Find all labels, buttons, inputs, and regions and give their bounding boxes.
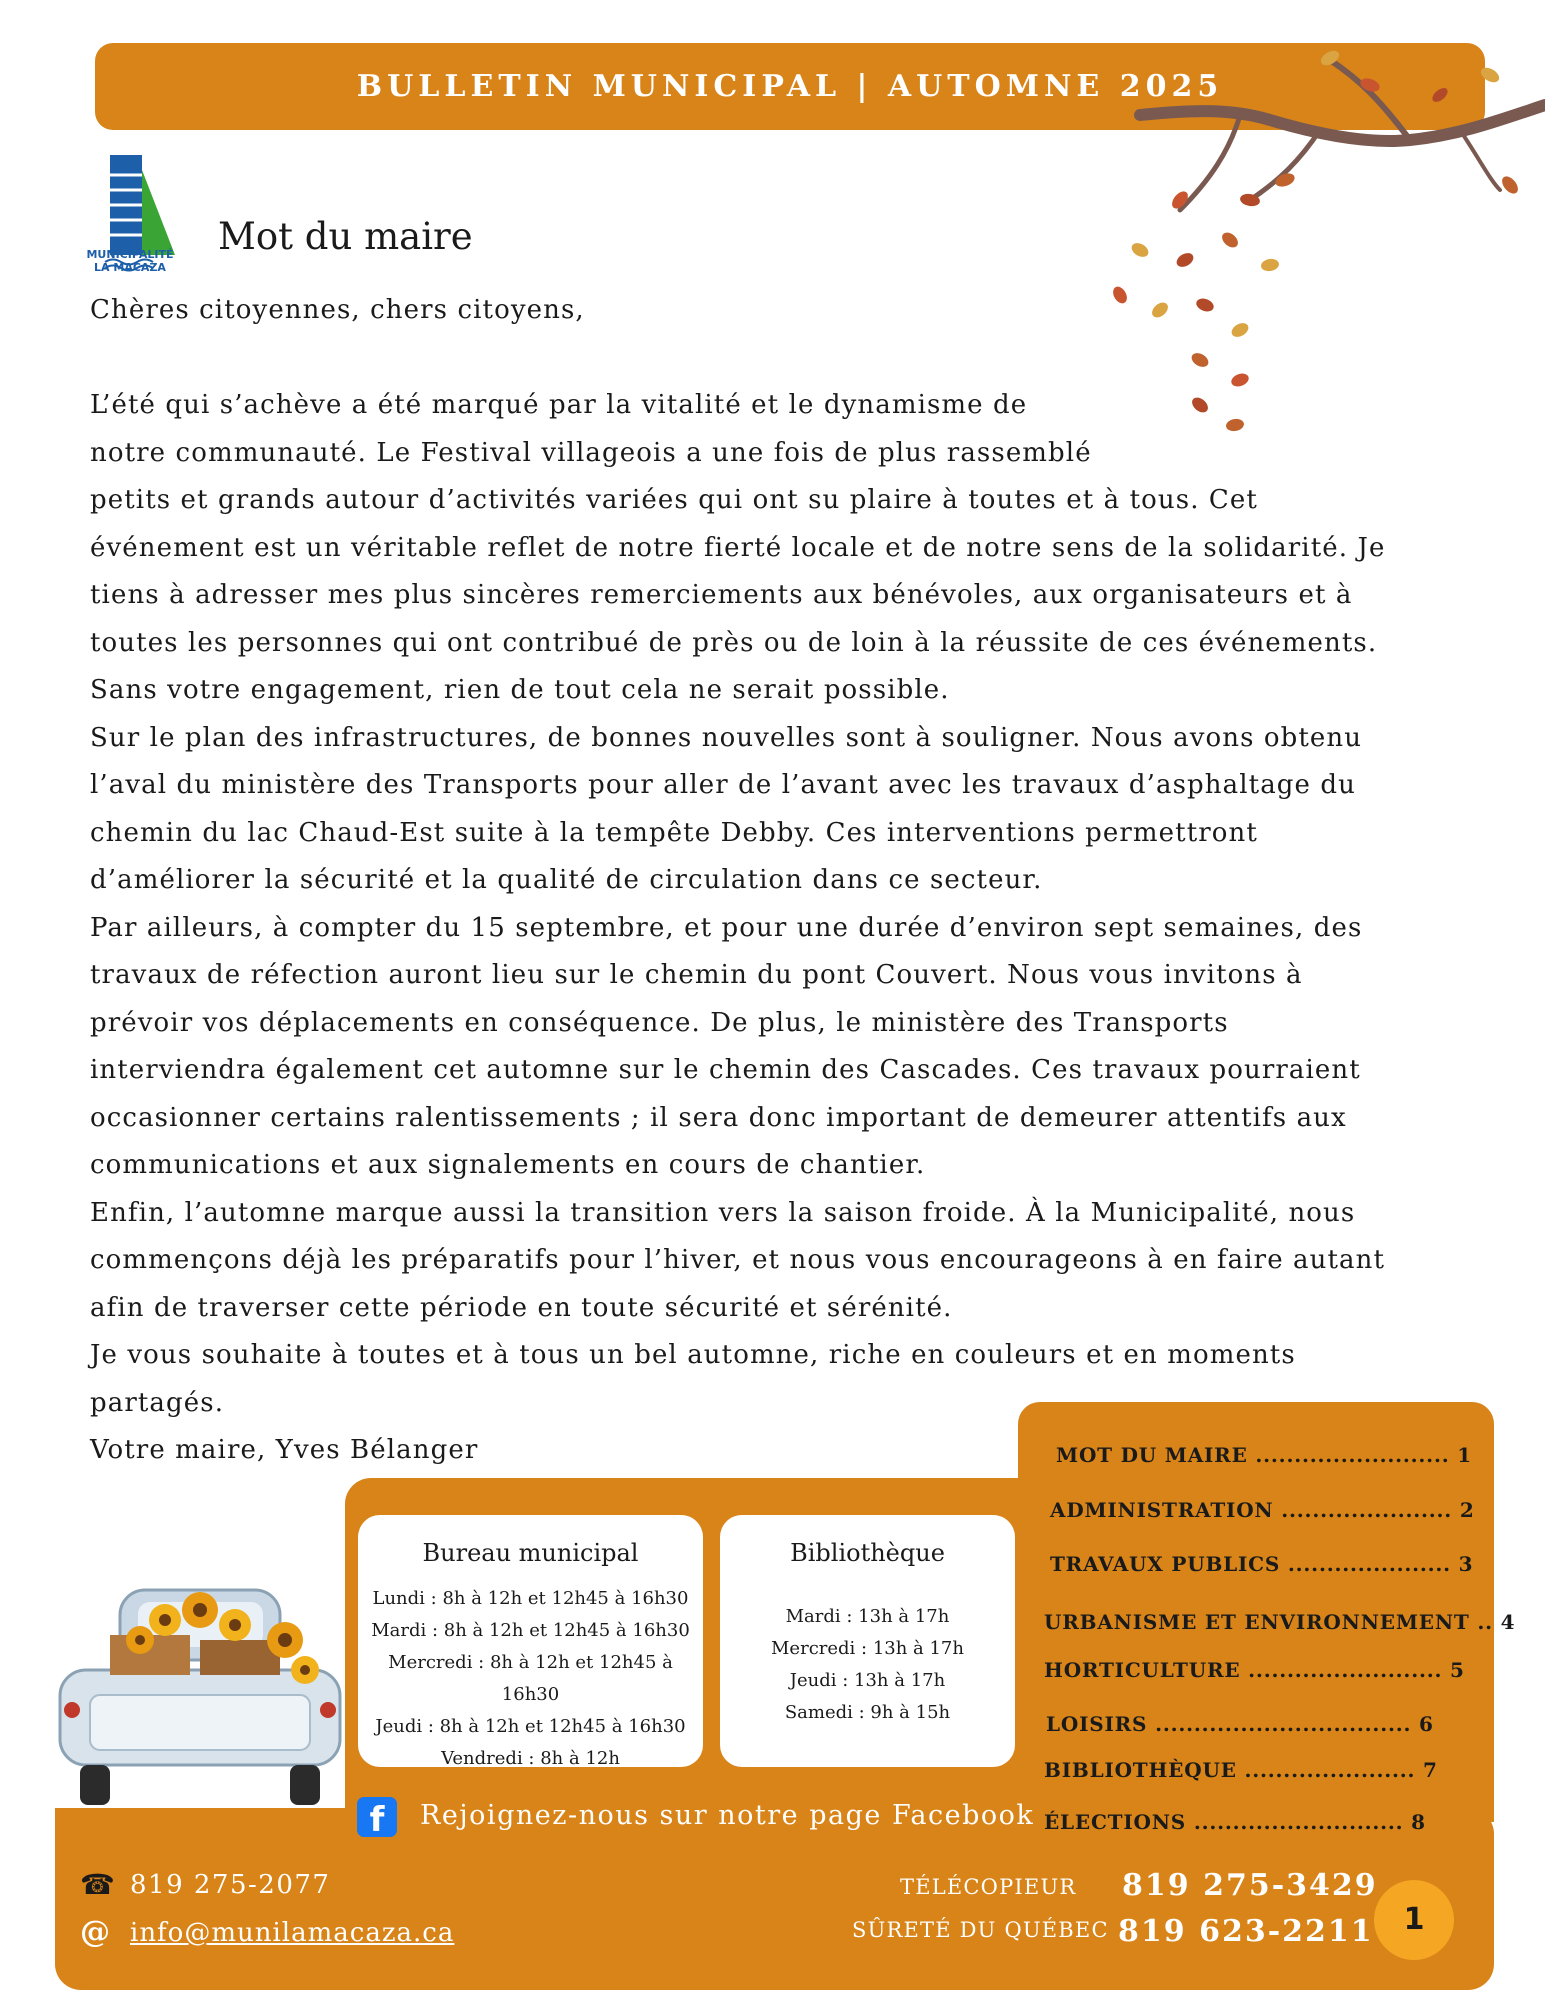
letter-line: toutes les personnes qui ont contribué de près ou de loin à la réussite de ces événements.: [90, 627, 1378, 658]
phone-number: 819 275-2077: [130, 1870, 331, 1900]
letter-line: afin de traverser cette période en toute sécurité et sérénité.: [90, 1292, 953, 1323]
logo-line-2: LA MACAZA: [94, 261, 166, 274]
letter-line: tiens à adresser mes plus sincères remerciements aux bénévoles, aux organisateurs et à: [90, 580, 1353, 610]
logo-line-1: MUNICIPALITÉ: [86, 248, 174, 261]
letter-line: L’été qui s’achève a été marqué par la vitalité et le dynamisme de: [90, 390, 1028, 420]
letter-line: Je vous souhaite à toutes et à tous un bel automne, riche en couleurs et en moments: [90, 1340, 1296, 1370]
letter-line: petits et grands autour d’activités variées qui ont su plaire à toutes et à tous. Cet: [90, 485, 1258, 515]
letter-line: interviendra également cet automne sur le chemin des Cascades. Ces travaux pourraient: [90, 1055, 1361, 1085]
bureau-hours-line: Lundi : 8h à 12h et 12h45 à 16h30: [372, 1588, 689, 1609]
library-hours-line: Jeudi : 13h à 17h: [789, 1670, 946, 1691]
letter-line: partagés.: [90, 1387, 225, 1418]
bureau-hours-line: Vendredi : 8h à 12h: [441, 1748, 620, 1769]
letter-line: Enfin, l’automne marque aussi la transition vers la saison froide. À la Municipalité, nous: [90, 1197, 1356, 1228]
email-icon: @: [80, 1915, 110, 1950]
letter-line: commençons déjà les préparatifs pour l’hiver, et nous vous encourageons à en faire autant: [90, 1245, 1386, 1275]
letter-line: prévoir vos déplacements en conséquence. De plus, le ministère des Transports: [90, 1007, 1229, 1038]
letter-line: Sur le plan des infrastructures, de bonnes nouvelles sont à souligner. Nous avons obtenu: [90, 722, 1363, 753]
fax-number: 819 275-3429: [1122, 1868, 1378, 1903]
bulletin-title: BULLETIN MUNICIPAL | AUTOMNE 2025: [356, 69, 1224, 104]
section-heading: Mot du maire: [218, 215, 473, 258]
logo-wordmark: [70, 248, 190, 274]
library-hours-card: [720, 1515, 1015, 1767]
letter-line: événement est un véritable reflet de notre fierté locale et de notre sens de la solidarité. Je: [90, 532, 1386, 563]
letter-line: notre communauté. Le Festival villageois a une fois de plus rassemblé: [90, 437, 1092, 468]
toc-item-elections[interactable]: ÉLECTIONS ........................... 8: [1044, 1810, 1426, 1834]
autumn-truck-illustration: [50, 1570, 350, 1815]
facebook-icon[interactable]: f: [357, 1797, 397, 1837]
toc-item-bibliotheque[interactable]: BIBLIOTHÈQUE ...................... 7: [1044, 1758, 1438, 1782]
toc-item-horticulture[interactable]: HORTICULTURE ......................... 5: [1044, 1658, 1465, 1682]
toc-item-travaux-publics[interactable]: TRAVAUX PUBLICS ..................... 3: [1050, 1552, 1474, 1576]
library-hours-line: Mercredi : 13h à 17h: [771, 1638, 964, 1659]
letter-line: occasionner certains ralentissements ; il sera donc important de demeurer attentifs aux: [90, 1102, 1347, 1133]
email-link[interactable]: info@munilamacaza.ca: [130, 1918, 455, 1948]
footer-tab: [55, 1812, 345, 1852]
letter-line: communications et aux signalements en cours de chantier.: [90, 1150, 926, 1180]
page-number: 1: [1374, 1880, 1454, 1960]
bureau-hours-line: Jeudi : 8h à 12h et 12h45 à 16h30: [375, 1716, 686, 1737]
phone-icon: ☎: [80, 1868, 115, 1901]
facebook-link[interactable]: Rejoignez-nous sur notre page Facebook: [420, 1800, 1035, 1831]
letter-line: d’améliorer la sécurité et la qualité de circulation dans ce secteur.: [90, 865, 1043, 895]
letter-line: Sans votre engagement, rien de tout cela ne serait possible.: [90, 675, 950, 705]
bureau-hours-line: Mercredi : 8h à 12h et 12h45 à 16h30: [388, 1652, 673, 1705]
letter-greeting: Chères citoyennes, chers citoyens,: [90, 295, 585, 325]
toc-item-mot-du-maire[interactable]: MOT DU MAIRE ......................... 1: [1056, 1443, 1472, 1467]
fax-label: TÉLÉCOPIEUR: [900, 1875, 1077, 1899]
toc-item-administration[interactable]: ADMINISTRATION ...................... 2: [1050, 1498, 1475, 1522]
letter-line: chemin du lac Chaud-Est suite à la tempête Debby. Ces interventions permettront: [90, 817, 1258, 848]
bureau-hours-card: [358, 1515, 703, 1767]
bureau-hours-line: Mardi : 8h à 12h et 12h45 à 16h30: [371, 1620, 690, 1641]
police-label: SÛRETÉ DU QUÉBEC: [852, 1918, 1109, 1942]
library-hours-line: Mardi : 13h à 17h: [785, 1606, 950, 1627]
library-title: Bibliothèque: [790, 1539, 945, 1567]
letter-line: travaux de réfection auront lieu sur le chemin du pont Couvert. Nous vous invitons à: [90, 960, 1303, 990]
bureau-title: Bureau municipal: [422, 1539, 639, 1567]
toc-item-urbanisme[interactable]: URBANISME ET ENVIRONNEMENT .. 4: [1044, 1610, 1516, 1634]
letter-line: Par ailleurs, à compter du 15 septembre, et pour une durée d’environ sept semaines, des: [90, 912, 1363, 943]
toc-item-loisirs[interactable]: LOISIRS ................................. 6: [1046, 1712, 1434, 1736]
library-hours-line: Samedi : 9h à 15h: [784, 1702, 951, 1723]
mayor-letter: [90, 287, 1500, 1475]
letter-signature: Votre maire, Yves Bélanger: [90, 1435, 479, 1465]
letter-line: l’aval du ministère des Transports pour aller de l’avant avec les travaux d’asphaltage du: [90, 770, 1356, 800]
police-number: 819 623-2211: [1118, 1914, 1374, 1949]
